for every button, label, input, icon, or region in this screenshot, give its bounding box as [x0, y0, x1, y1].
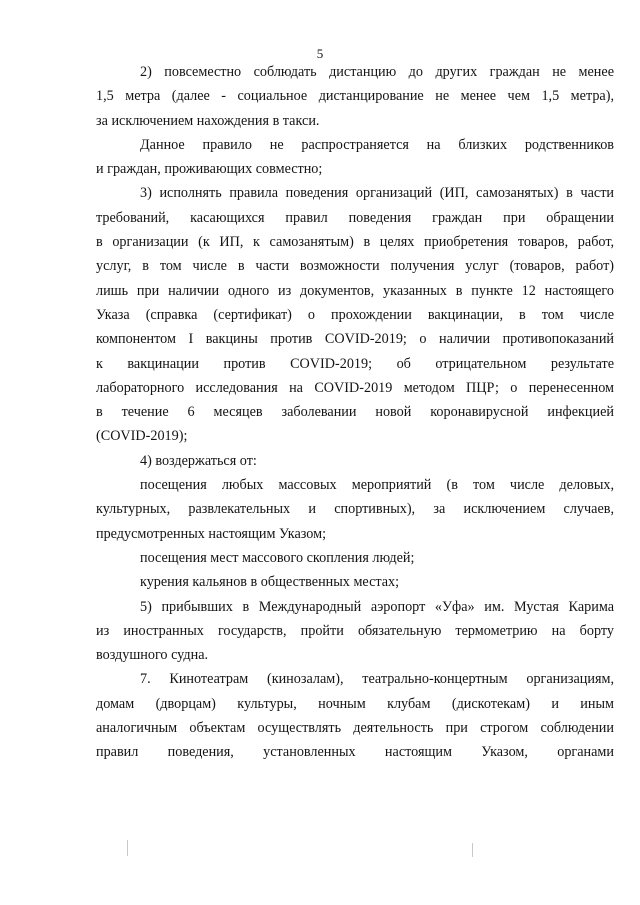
- text-line: 2) повсеместно соблюдать дистанцию до других граждан не менее: [140, 64, 614, 80]
- text-line: 3) исполнять правила поведения организаций (ИП, самозанятых) в части: [140, 185, 614, 202]
- text-line: 5) прибывших в Международный аэропорт «Уфа» им. Мустая Карима: [140, 598, 614, 615]
- text-line: лабораторного исследования на COVID-2019 методом ПЦР; о перенесенном: [96, 379, 614, 396]
- text-line: 7. Кинотеатрам (кинозалам), театрально-концертным организациям,: [140, 671, 614, 688]
- text-line: предусмотренных настоящим Указом;: [96, 525, 327, 542]
- text-line: культурных, развлекательных и спортивных), за исключением случаев,: [96, 501, 614, 518]
- text-line: Данное правило не распространяется на близких родственников: [140, 136, 614, 153]
- text-line: аналогичным объектам осуществлять деятельность при строгом соблюдении: [96, 720, 614, 737]
- text-line: (COVID-2019);: [96, 428, 188, 445]
- paragraph: [96, 595, 614, 668]
- text-line: 4) воздержаться от:: [140, 452, 257, 469]
- text-line: правил поведения, установленных настоящим Указом, органами: [96, 744, 614, 761]
- paragraph: [96, 449, 614, 473]
- text-line: Указа (справка (сертификат) о прохождении вакцинации, в том числе: [96, 306, 614, 323]
- text-line: в организации (к ИП, к самозанятым) в целях приобретения товаров, работ,: [96, 234, 614, 251]
- text-line: в течение 6 месяцев заболевании новой коронавирусной инфекцией: [96, 404, 614, 421]
- text-line: услуг, в том числе в части возможности получения услуг (товаров, работ): [96, 258, 614, 275]
- text-line: из иностранных государств, пройти обязательную термометрию на борту: [96, 622, 614, 639]
- text-line: и граждан, проживающих совместно;: [96, 161, 323, 178]
- paragraph: [96, 570, 614, 594]
- scan-mark: [127, 840, 128, 856]
- text-line: посещения любых массовых мероприятий (в том числе деловых,: [140, 477, 614, 494]
- text-line: к вакцинации против COVID-2019; об отрицательном результате: [96, 355, 614, 372]
- paragraph: [96, 667, 614, 764]
- document-body: [96, 60, 614, 765]
- paragraph: [96, 133, 614, 182]
- text-line: курения кальянов в общественных местах;: [140, 574, 400, 591]
- paragraph: [96, 546, 614, 570]
- text-line: компонентом I вакцины против COVID-2019; о наличии противопоказаний: [96, 331, 614, 348]
- page-number: 5: [316, 46, 324, 61]
- text-line: за исключением нахождения в такси.: [96, 112, 320, 129]
- text-line: воздушного судна.: [96, 647, 209, 664]
- text-line: лишь при наличии одного из документов, указанных в пункте 12 настоящего: [96, 282, 614, 299]
- text-line: домам (дворцам) культуры, ночным клубам (дискотекам) и иным: [96, 695, 614, 712]
- text-line: 1,5 метра (далее - социальное дистанцирование не менее чем 1,5 метра),: [96, 88, 614, 105]
- text-line: посещения мест массового скопления людей;: [140, 549, 415, 566]
- paragraph: [96, 60, 614, 133]
- paragraph: [96, 181, 614, 448]
- paragraph: [96, 473, 614, 546]
- scan-mark: [472, 843, 473, 857]
- text-line: требований, касающихся правил поведения граждан при обращении: [96, 209, 614, 226]
